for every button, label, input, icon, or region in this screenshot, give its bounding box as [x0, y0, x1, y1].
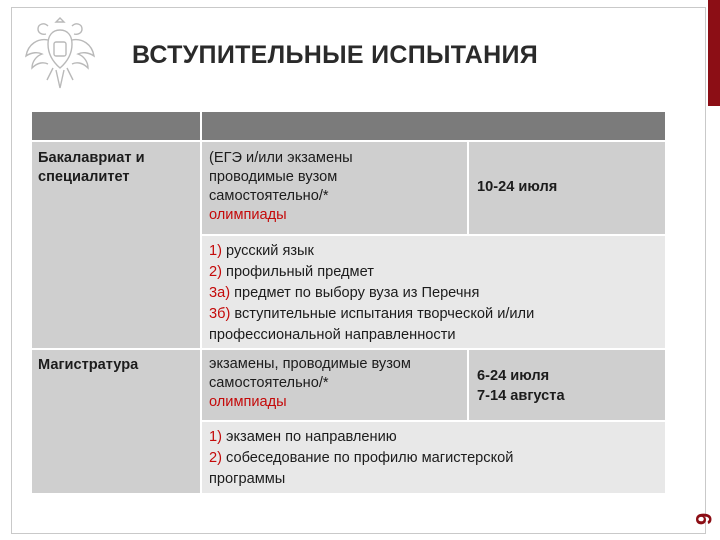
- subject-item: профессиональной направленности: [209, 327, 456, 343]
- page-number: 6: [691, 512, 716, 526]
- table-header-cell-2: [202, 112, 665, 140]
- format-line: самостоятельно/*: [209, 188, 329, 204]
- format-line: проводимые вузом: [209, 169, 338, 185]
- subject-item: 1) русский язык: [209, 243, 314, 259]
- subject-item: 1) экзамен по направлению: [209, 429, 397, 445]
- row-label-text: Бакалавриат и специалитет: [38, 150, 145, 185]
- subject-item: 2) собеседование по профилю магистерской: [209, 450, 514, 466]
- format-line-olympiads: олимпиады: [209, 207, 287, 223]
- subject-item: программы: [209, 471, 286, 487]
- bachelor-dates-cell: [469, 142, 665, 234]
- date-value: 7-14 августа: [477, 388, 565, 404]
- row-label-master: [32, 350, 200, 493]
- format-line: (ЕГЭ и/или экзамены: [209, 150, 353, 166]
- master-dates-cell: [469, 350, 665, 420]
- format-line: самостоятельно/*: [209, 375, 329, 391]
- format-line: экзамены, проводимые вузом: [209, 356, 411, 372]
- row-label-bachelor: [32, 142, 200, 348]
- coat-of-arms-emblem: [20, 12, 100, 96]
- subject-item: 3а) предмет по выбору вуза из Перечня: [209, 285, 480, 301]
- subject-item: 3б) вступительные испытания творческой и/или: [209, 306, 535, 322]
- bachelor-subjects-cell: [202, 236, 665, 348]
- format-line-olympiads: олимпиады: [209, 394, 287, 410]
- date-value: 10-24 июля: [477, 179, 558, 195]
- bachelor-format-cell: [202, 142, 467, 234]
- date-value: 6-24 июля: [477, 368, 550, 384]
- subject-item: 2) профильный предмет: [209, 264, 374, 280]
- accent-bar: [708, 0, 720, 106]
- master-subjects-cell: [202, 422, 665, 493]
- row-label-text: Магистратура: [38, 357, 139, 373]
- page-title: ВСТУПИТЕЛЬНЫЕ ИСПЫТАНИЯ: [132, 41, 539, 69]
- master-format-cell: [202, 350, 467, 420]
- table-header-cell-1: [32, 112, 200, 140]
